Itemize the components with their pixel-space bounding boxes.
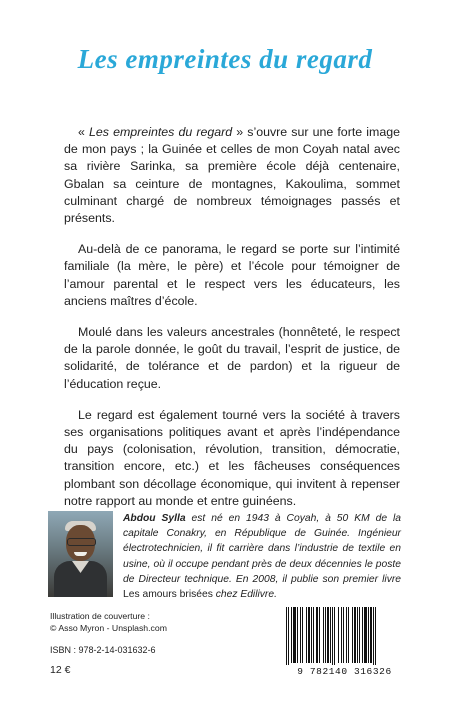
barcode-bar (348, 607, 349, 663)
barcode-bar (325, 607, 326, 663)
book-title-mention: Les empreintes du regard (89, 125, 233, 139)
barcode-bar (341, 607, 342, 663)
barcode-bars (283, 605, 406, 665)
barcode-bar (316, 607, 318, 663)
blurb-paragraph (64, 324, 400, 393)
barcode-bar (364, 607, 367, 663)
first-book-title: Les amours brisées (123, 589, 213, 601)
barcode-bar (375, 607, 376, 665)
barcode-bar (306, 607, 307, 663)
blurb-paragraph (64, 407, 400, 510)
barcode-bar (370, 607, 372, 663)
barcode-bar (362, 607, 363, 663)
barcode-bar (291, 607, 292, 663)
barcode-bar (346, 607, 347, 663)
barcode-bar (288, 607, 289, 665)
barcode-bar (357, 607, 358, 663)
back-cover-blurb (64, 124, 400, 524)
publisher-text: chez Edilivre. (212, 589, 277, 601)
paragraph-text: « (78, 125, 89, 139)
barcode-bar (297, 607, 298, 663)
barcode-bar (359, 607, 360, 663)
paragraph-text: Au-delà de ce panorama, le regard se porte sur l’intimité familiale (la mère, le père) et l’école pour témoigner de l’amour parental et le respect vers les éducateurs, les anciens maîtres d’école. (64, 242, 400, 308)
barcode-bar (308, 607, 310, 663)
paragraph-text: Le regard est également tourné vers la société à travers ses organisations politiques avant et après l’indépendance du pays (colonisation, révolution, transition, démocratie, transition encore, etc.) et les fâcheuses conséquences plombant son décollage économique, qui invitent à repenser notre rapport au monde et entre guinéens. (64, 407, 400, 508)
barcode-bar (354, 607, 356, 663)
barcode-bar (300, 607, 301, 663)
cover-credit (50, 610, 167, 635)
barcode-bar (352, 607, 353, 663)
barcode-bar (343, 607, 344, 663)
blurb-paragraph (64, 241, 400, 310)
barcode-bar (373, 607, 374, 665)
paragraph-text: Moulé dans les valeurs ancestrales (honnêteté, le respect de la parole donnée, le goût du travail, l’esprit de justice, de solidarité, de tolérance et de pardon) et la rigueur de l’éducation reçue. (64, 325, 400, 391)
barcode-bar (313, 607, 314, 663)
barcode-bar (327, 607, 329, 663)
barcode-bar (286, 607, 287, 665)
barcode-bar (293, 607, 296, 663)
barcode-bar (319, 607, 320, 663)
barcode-bar (311, 607, 312, 663)
price: 12 € (50, 664, 71, 676)
paragraph-text: » s’ouvre sur une forte image de mon pays ; la Guinée et celles de mon Coyah natal avec sa rivière Sarinka, sa première école déjà centenaire, Gbalan sa ceinture de montagnes, Kakoulima, sommet culminant chargé de nombreux témoignages passés et présents. (64, 125, 401, 226)
barcode-bar (334, 607, 335, 665)
credit-line-2: © Asso Myron - Unsplash.com (50, 623, 167, 634)
author-name: Abdou Sylla (123, 513, 186, 524)
blurb-paragraph (64, 124, 400, 227)
author-photo (48, 511, 113, 597)
barcode-bar (302, 607, 303, 663)
barcode-bar (330, 607, 331, 663)
barcode-bar (332, 607, 333, 665)
barcode-digits: 9 782140 316326 (297, 666, 392, 677)
barcode-bar (368, 607, 369, 663)
isbn: ISBN : 978-2-14-031632-6 (50, 645, 156, 655)
barcode-bar (338, 607, 339, 663)
author-bio-text: est né en 1943 à Coyah, à 50 KM de la capitale Conakry, en République de Guinée. Ingénieur électrotechnicien, il fit carrière dans l’industrie de textile en usine, où il occupe pendant près de deux décennies le poste de Directeur technique. En 2008, il publie son premier livre (123, 513, 402, 585)
credit-line-1: Illustration de couverture : (50, 611, 150, 621)
author-bio (123, 511, 401, 602)
barcode-bar (323, 607, 324, 663)
isbn-barcode (283, 605, 406, 678)
book-title: Les empreintes du regard (77, 44, 373, 74)
